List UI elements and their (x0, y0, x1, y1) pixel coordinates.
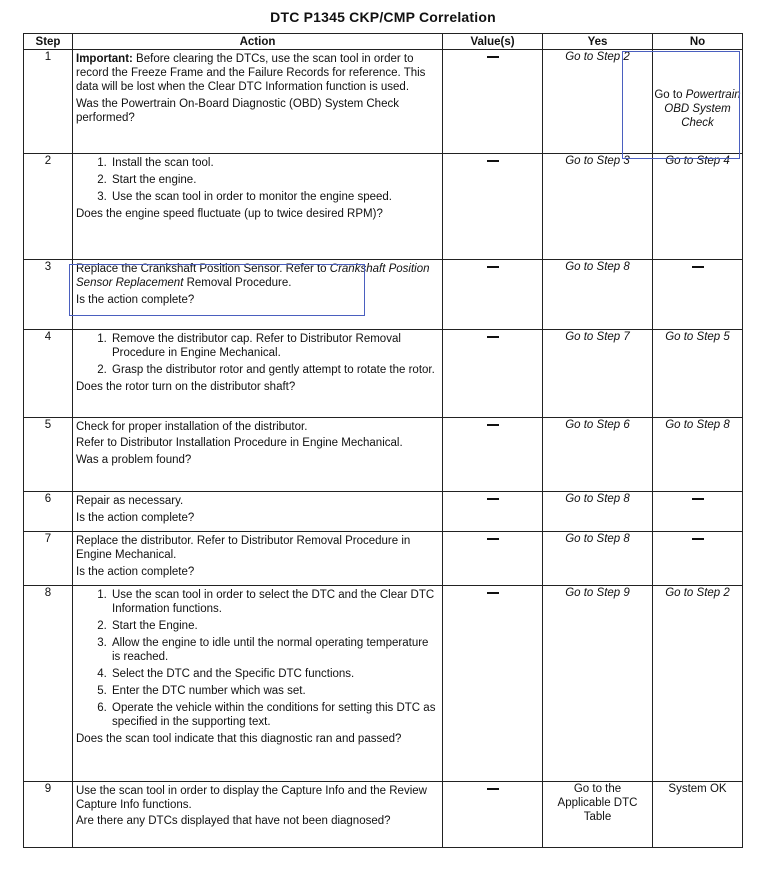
dash-mark (487, 56, 499, 58)
dash-mark (487, 592, 499, 594)
table-row-step-8 (24, 586, 743, 782)
table-row-step-2 (24, 154, 743, 260)
question-text: Does the rotor turn on the distributor shaft? (76, 381, 296, 393)
action-cell (73, 260, 443, 330)
no-cell (653, 492, 743, 532)
action-text: Use the scan tool in order to display the Capture Info and the Review Capture Info functions. (76, 785, 427, 811)
yes-cell: Go to Step 9 (543, 586, 653, 782)
yes-cell: Go to the Applicable DTC Table (543, 782, 653, 848)
list-item: 5. Enter the DTC number which was set. (110, 684, 439, 698)
action-cell (73, 50, 443, 154)
action-cell (73, 330, 443, 418)
list-item: 2. Start the engine. (110, 173, 439, 187)
step-number: 4 (24, 330, 73, 418)
step-number: 3 (24, 260, 73, 330)
value-cell (443, 492, 543, 532)
dash-mark (487, 498, 499, 500)
no-cell: System OK (653, 782, 743, 848)
question-text: Was a problem found? (76, 454, 192, 466)
action-text: Check for proper installation of the distributor. (76, 421, 308, 433)
yes-cell: Go to Step 6 (543, 418, 653, 492)
table-row-step-3 (24, 260, 743, 330)
table-row-step-5 (24, 418, 743, 492)
question-text: Was the Powertrain On-Board Diagnostic (OBD) System Check performed? (76, 98, 399, 124)
action-cell (73, 586, 443, 782)
important-text: Before clearing the DTCs, use the scan tool in order to record the Freeze Frame and the Failure Records for reference. This data will be lost when the Clear DTC Information function is used. (76, 53, 426, 93)
question-text: Is the action complete? (76, 512, 195, 524)
action-text: Replace the distributor. Refer to Distributor Removal Procedure in Engine Mechanical. (76, 535, 411, 561)
important-label: Important: (76, 53, 133, 65)
action-text: Replace the Crankshaft Position Sensor. Refer to (76, 263, 330, 275)
question-text: Are there any DTCs displayed that have not been diagnosed? (76, 815, 391, 827)
action-italic-ref: Crankshaft Position Sensor Replacement (76, 263, 430, 289)
table-row-step-1 (24, 50, 743, 154)
value-cell (443, 532, 543, 586)
list-item: 1. Use the scan tool in order to select the DTC and the Clear DTC Information functions. (110, 588, 439, 616)
step-number: 1 (24, 50, 73, 154)
action-cell (73, 418, 443, 492)
header-step: Step (24, 34, 73, 50)
list-item: 3. Allow the engine to idle until the normal operating temperature is reached. (110, 636, 439, 664)
dash-mark (487, 538, 499, 540)
no-link-italic: Powertrain OBD System Check (664, 88, 741, 129)
step-number: 7 (24, 532, 73, 586)
table-row-step-4 (24, 330, 743, 418)
value-cell (443, 154, 543, 260)
dash-mark (692, 538, 704, 540)
value-cell (443, 418, 543, 492)
list-item: 3. Use the scan tool in order to monitor the engine speed. (110, 190, 439, 204)
value-cell (443, 586, 543, 782)
question-text: Is the action complete? (76, 566, 195, 578)
list-item: 6. Operate the vehicle within the conditions for setting this DTC as specified in the supporting text. (110, 701, 439, 729)
value-cell (443, 50, 543, 154)
header-no: No (653, 34, 743, 50)
no-cell (653, 50, 743, 154)
yes-cell: Go to Step 2 (543, 50, 653, 154)
no-cell (653, 532, 743, 586)
header-values: Value(s) (443, 34, 543, 50)
document-title: DTC P1345 CKP/CMP Correlation (270, 9, 496, 25)
no-cell: Go to Step 2 (653, 586, 743, 782)
list-item: 1. Remove the distributor cap. Refer to Distributor Removal Procedure in Engine Mechanical. (110, 332, 439, 360)
diagnostic-table (23, 33, 743, 848)
dash-mark (487, 336, 499, 338)
no-cell: Go to Step 8 (653, 418, 743, 492)
dash-mark (692, 266, 704, 268)
list-item: 2. Start the Engine. (110, 619, 439, 633)
step-number: 2 (24, 154, 73, 260)
yes-cell: Go to Step 8 (543, 260, 653, 330)
yes-cell: Go to Step 8 (543, 532, 653, 586)
value-cell (443, 782, 543, 848)
yes-cell: Go to Step 3 (543, 154, 653, 260)
action-cell (73, 532, 443, 586)
yes-cell: Go to Step 8 (543, 492, 653, 532)
header-row (24, 34, 743, 50)
table-row-step-7 (24, 532, 743, 586)
list-item: 4. Select the DTC and the Specific DTC functions. (110, 667, 439, 681)
value-cell (443, 330, 543, 418)
question-text: Does the engine speed fluctuate (up to twice desired RPM)? (76, 208, 383, 220)
dash-mark (487, 424, 499, 426)
dash-mark (487, 160, 499, 162)
step-number: 9 (24, 782, 73, 848)
header-yes: Yes (543, 34, 653, 50)
no-cell: Go to Step 4 (653, 154, 743, 260)
action-cell (73, 492, 443, 532)
yes-cell: Go to Step 7 (543, 330, 653, 418)
dash-mark (487, 266, 499, 268)
table-row-step-9 (24, 782, 743, 848)
action-cell (73, 154, 443, 260)
step-number: 6 (24, 492, 73, 532)
list-item: 1. Install the scan tool. (110, 156, 439, 170)
header-action: Action (73, 34, 443, 50)
no-cell: Go to Step 5 (653, 330, 743, 418)
action-text: Removal Procedure. (183, 277, 292, 289)
no-cell (653, 260, 743, 330)
action-cell (73, 782, 443, 848)
no-prefix: Go to (654, 88, 686, 101)
value-cell (443, 260, 543, 330)
question-text: Does the scan tool indicate that this diagnostic ran and passed? (76, 733, 402, 745)
dash-mark (692, 498, 704, 500)
list-item: 2. Grasp the distributor rotor and gently attempt to rotate the rotor. (110, 363, 439, 377)
table-row-step-6 (24, 492, 743, 532)
dash-mark (487, 788, 499, 790)
action-text: Repair as necessary. (76, 495, 184, 507)
step-number: 5 (24, 418, 73, 492)
action-text: Refer to Distributor Installation Procedure in Engine Mechanical. (76, 437, 403, 449)
step-number: 8 (24, 586, 73, 782)
question-text: Is the action complete? (76, 294, 195, 306)
